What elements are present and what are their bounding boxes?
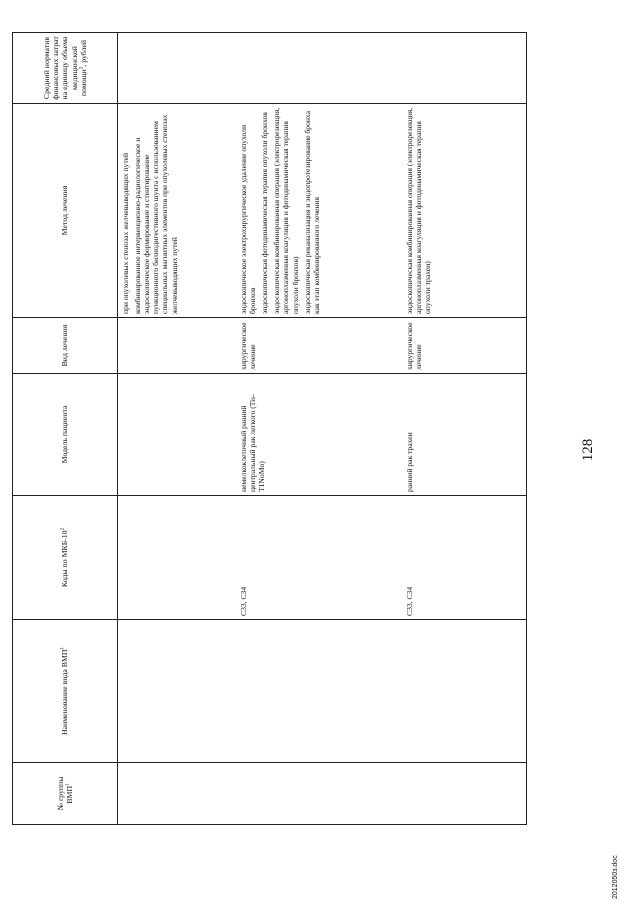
cell-treatment-method xyxy=(236,104,402,318)
cell-average-cost xyxy=(402,33,527,104)
table-row xyxy=(236,33,402,825)
cell-patient-model: ранний рак трахеи xyxy=(402,374,527,496)
cell-treatment-type: хирургическое лечение xyxy=(236,318,402,374)
method-item: эндоскопическая комбинированная операция (электрорезекция, аргоноплазменная коагуляция и фотодинамическая терапия опухоли трахеи) xyxy=(405,107,433,314)
cell-patient-model: немелкоклеточный ранний центральный рак легкого (Tis-T1NoMo) xyxy=(236,374,402,496)
page-number: 128 xyxy=(580,438,596,462)
header-vmp-name: Наименование вида ВМП$^1$ xyxy=(13,620,118,763)
cell-vmp-name xyxy=(236,620,402,763)
cell-treatment-type: хирургическое лечение xyxy=(402,318,527,374)
cell-treatment-type xyxy=(118,318,237,374)
header-treatment-type: Вид лечения xyxy=(13,318,118,374)
table-row xyxy=(402,33,527,825)
cell-treatment-method xyxy=(402,104,527,318)
cell-group-number xyxy=(236,763,402,825)
cell-group-number xyxy=(118,763,237,825)
cell-vmp-name xyxy=(402,620,527,763)
header-average-cost: Средний норматив финансовых затрат на единицу объема медицинской помощи$^3$, рублей xyxy=(13,33,118,104)
cell-treatment-method xyxy=(118,104,237,318)
cell-group-number xyxy=(402,763,527,825)
cell-icd-codes xyxy=(118,496,237,620)
method-item: комбинированное интервенционно-радиологическое и эндоскопическое формирование и стентирование пункционного билиодигестивного шунта с использованием специальных магнитных элементов при опухолевых стенозах желчевыводящих путей xyxy=(133,114,179,314)
cell-vmp-name xyxy=(118,620,237,763)
header-group-number: № группы ВМП$^1$ xyxy=(13,763,118,825)
header-treatment-method: Метод лечения xyxy=(13,104,118,318)
cell-icd-codes: С33, С34 xyxy=(402,496,527,620)
header-patient-model: Модель пациента xyxy=(13,374,118,496)
cell-patient-model xyxy=(118,374,237,496)
cell-average-cost xyxy=(118,33,237,104)
method-item: эндоскопическая фотодинамическая терапия опухоли бронхов xyxy=(260,112,270,314)
header-icd-codes: Коды по МКБ-$10^2$ xyxy=(13,496,118,620)
table-row xyxy=(118,33,237,825)
method-item: при опухолевых стенозах желчевыводящих путей xyxy=(121,152,130,314)
method-item: эндоскопическое электрохирургическое удаление опухоли бронхов xyxy=(239,124,258,314)
vmp-table xyxy=(12,32,527,825)
method-item: эндоскопическая комбинированная операция (электрорезекция, аргоноплазменная коагуляция и фотодинамическая терапия опухоли бронхов) xyxy=(272,107,300,314)
cell-average-cost xyxy=(236,33,402,104)
table-header-row xyxy=(13,33,118,825)
method-item: эндоскопическая реканализация и эндопротезирование бронха как этап комбинированного лечения xyxy=(302,111,321,314)
footer-file-name: 2012050з.doc xyxy=(612,855,619,899)
cell-icd-codes: С33, С34 xyxy=(236,496,402,620)
